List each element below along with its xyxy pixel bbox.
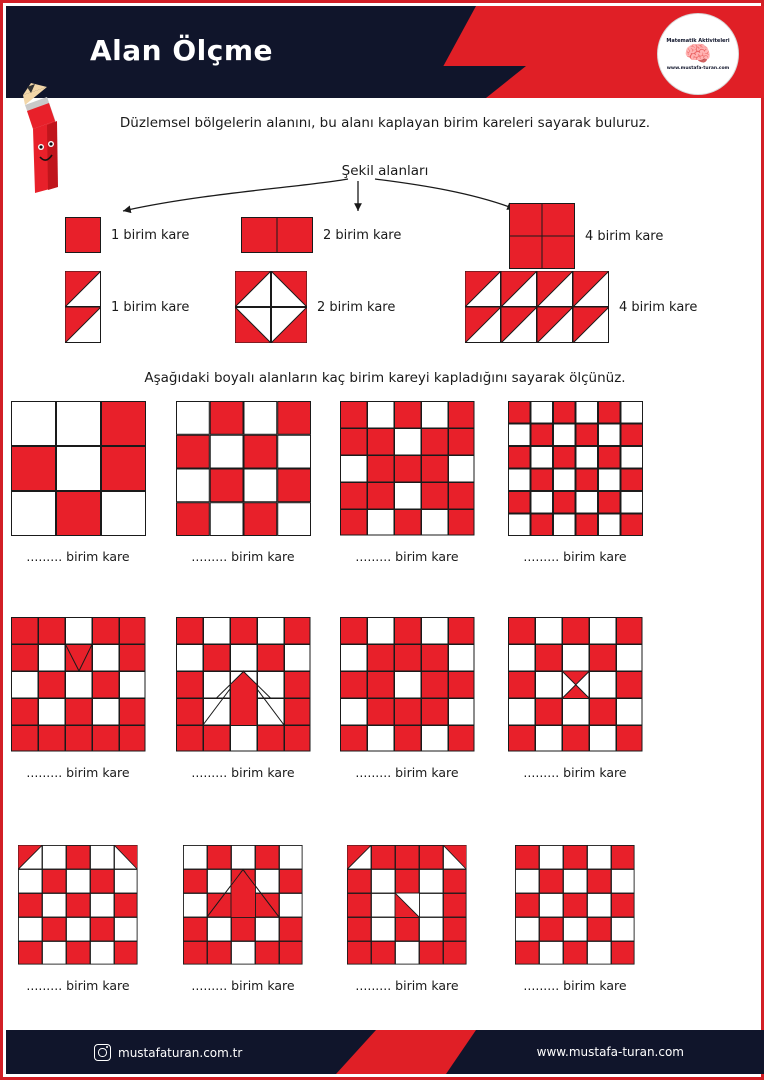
answer-caption-s10: ......... birim kare xyxy=(191,978,295,993)
brand-logo xyxy=(658,14,738,94)
legend-label-3: 1 birim kare xyxy=(111,299,190,315)
legend-label-4: 2 birim kare xyxy=(317,299,396,315)
answer-caption-s6: ......... birim kare xyxy=(191,765,295,780)
exercise-item-s5 xyxy=(0,617,158,780)
exercise-grid xyxy=(3,401,764,1045)
sekil-alanlari-label: Şekil alanları xyxy=(341,163,429,179)
shape-s3 xyxy=(340,401,475,536)
exercise-item-s3 xyxy=(327,401,487,564)
brand-logo-inner xyxy=(663,19,733,89)
brain-icon: 🧠 xyxy=(684,41,712,67)
answer-caption-s9: ......... birim kare xyxy=(26,978,130,993)
legend-label-1: 2 birim kare xyxy=(323,227,402,243)
legend-item-5 xyxy=(465,271,697,343)
legend-label-0: 1 birim kare xyxy=(111,227,190,243)
footer-instagram[interactable] xyxy=(94,1044,242,1061)
exercise-item-s6 xyxy=(163,617,323,780)
shape-s2 xyxy=(176,401,311,536)
intro-text: Düzlemsel bölgelerin alanını, bu alanı kaplayan birim kareleri sayarak buluruz. xyxy=(119,115,651,131)
exercise-row-2 xyxy=(3,617,764,817)
exercise-item-s2 xyxy=(163,401,323,564)
exercise-item-s4 xyxy=(495,401,655,564)
answer-caption-s11: ......... birim kare xyxy=(355,978,459,993)
legend-item-2 xyxy=(509,203,663,269)
page-title: Alan Ölçme xyxy=(90,34,274,67)
legend-shape-half-2 xyxy=(65,271,101,343)
legend-shape-half-8 xyxy=(465,271,609,343)
shape-s7 xyxy=(340,617,475,752)
legend-shape-full-4 xyxy=(509,203,575,269)
legend-shape-half-4 xyxy=(235,271,307,343)
answer-caption-s3: ......... birim kare xyxy=(355,549,459,564)
footer-website[interactable]: www.mustafa-turan.com xyxy=(536,1045,684,1059)
answer-caption-s12: ......... birim kare xyxy=(523,978,627,993)
shape-s4 xyxy=(508,401,643,536)
exercise-item-s11 xyxy=(327,845,487,993)
exercise-row-3 xyxy=(3,845,764,1045)
shape-s5 xyxy=(11,617,146,752)
exercise-item-s10 xyxy=(163,845,323,993)
exercise-item-s1 xyxy=(0,401,158,564)
legend-label-2: 4 birim kare xyxy=(585,228,664,244)
shape-s1 xyxy=(11,401,146,536)
page-footer xyxy=(6,1030,764,1074)
answer-caption-s5: ......... birim kare xyxy=(26,765,130,780)
instagram-handle: mustafaturan.com.tr xyxy=(118,1045,243,1060)
legend-shape-full-1 xyxy=(65,217,101,253)
exercise-row-1 xyxy=(3,401,764,601)
shape-s8 xyxy=(508,617,643,752)
instagram-icon xyxy=(94,1044,111,1061)
legend-label-5: 4 birim kare xyxy=(619,299,698,315)
answer-caption-s1: ......... birim kare xyxy=(26,549,130,564)
header-dark-band-2 xyxy=(6,66,526,98)
exercise-item-s8 xyxy=(495,617,655,780)
exercise-item-s12 xyxy=(495,845,655,993)
legend-item-3 xyxy=(65,271,189,343)
legend-item-1 xyxy=(241,217,401,253)
page-header xyxy=(6,6,764,98)
answer-caption-s7: ......... birim kare xyxy=(355,765,459,780)
answer-caption-s2: ......... birim kare xyxy=(191,549,295,564)
brand-logo-bottom-text: www.mustafa-turan.com xyxy=(666,65,730,71)
legend-shape-full-2 xyxy=(241,217,313,253)
shape-s6 xyxy=(176,617,311,752)
legend-group xyxy=(3,203,764,353)
shape-s11 xyxy=(347,845,467,965)
answer-caption-s4: ......... birim kare xyxy=(523,549,627,564)
exercise-item-s7 xyxy=(327,617,487,780)
shape-s12 xyxy=(515,845,635,965)
legend-item-4 xyxy=(235,271,395,343)
shape-s9 xyxy=(18,845,138,965)
answer-caption-s8: ......... birim kare xyxy=(523,765,627,780)
instruction-text: Aşağıdaki boyalı alanların kaç birim kareyi kapladığını sayarak ölçünüz. xyxy=(144,370,626,386)
shape-s10 xyxy=(183,845,303,965)
legend-item-0 xyxy=(65,217,189,253)
brand-logo-top-text: Matematik Aktiviteleri xyxy=(666,37,730,44)
exercise-item-s9 xyxy=(0,845,158,993)
